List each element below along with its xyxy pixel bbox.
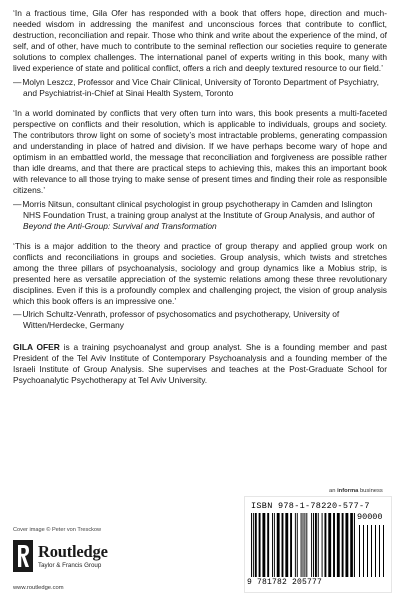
barcode-bar <box>350 513 352 577</box>
barcode-bar <box>313 513 314 577</box>
barcode-bar <box>274 513 275 577</box>
author-name: GILA OFER <box>13 341 60 352</box>
author-bio-text: is a training psychoanalyst and group analyst. She is a founding member and past President of the Tel Aviv Institute of Contemporary Psychoanalysis and a founding member of the Israeli Institute of Group Analysis. She supervises and teaches at the Post-Graduate School for Psychoanalytic Psychotherapy at Tel Aviv University. <box>13 341 387 385</box>
addon-bar <box>379 525 380 577</box>
barcode-bar <box>290 513 292 577</box>
barcode-bar <box>333 513 335 577</box>
barcode-bar <box>354 513 355 577</box>
cover-image-credit: Cover image © Peter von Tresckow <box>13 527 102 533</box>
endorsement-quote-1: ‘In a fractious time, Gila Ofer has responded with a book that offers hope, direction and much-needed wisdom in addressing the manifest and unconscious forces that contribute to conflict, destruction, reconciliation and repair. Those who think and write about the experience of the mind, of self, and of other, have much to contribute to the seminal reflection our societies require to generate solutions to complex challenges. The international panel of experts writing in this book, many with lived experience of state and political conflict, offers a rich and deeply textured resource to our field.’ <box>13 8 387 74</box>
barcode-bar <box>337 513 340 577</box>
barcode-bar <box>352 513 353 577</box>
publisher-group: Taylor & Francis Group <box>38 562 102 569</box>
informa-prefix: an <box>329 488 338 494</box>
barcode-bar <box>282 513 284 577</box>
barcode-bar <box>262 513 265 577</box>
addon-bar <box>383 525 384 577</box>
barcode-bar <box>315 513 317 577</box>
book-title: Beyond the Anti-Group: Survival and Transformation <box>23 220 217 231</box>
barcode-digits: 9 781782 205777 <box>247 578 323 587</box>
informa-brand: informa <box>337 488 359 494</box>
barcode-bar <box>345 513 348 577</box>
addon-bar <box>363 525 364 577</box>
barcode-bar <box>301 513 302 577</box>
barcode-bar <box>251 513 252 577</box>
back-cover-text <box>13 8 387 386</box>
informa-suffix: business <box>358 488 383 494</box>
barcode-bar <box>277 513 280 577</box>
barcode-bar <box>253 513 254 577</box>
publisher-name: Routledge <box>38 542 108 561</box>
publisher-website: www.routledge.com <box>13 585 64 591</box>
isbn-barcode <box>244 496 392 593</box>
barcode-bar <box>255 513 257 577</box>
price-code: 90000 <box>357 512 383 522</box>
author-bio <box>13 342 387 386</box>
attribution-text: Morris Nitsun, consultant clinical psychologist in group psychotherapy in Camden and Islington NHS Foundation Trust, a training group analyst at the Institute of Group Analysis, and author of <box>22 198 375 220</box>
barcode-bars <box>251 513 387 577</box>
addon-bar <box>367 525 368 577</box>
barcode-bar <box>303 513 304 577</box>
barcode-bar <box>267 513 269 577</box>
informa-business-tag <box>329 488 383 494</box>
endorsement-quote-2: ‘In a world dominated by conflicts that very often turn into wars, this book presents a multi-faceted perspective on conflicts and their resolution, which is applicable to individuals, groups and society. The contributors throw light on some of society’s most intractable problems, generating compassion and understanding in place of hatred and division. If we have perhaps become wary of hope and optimism in an embattled world, the message that reconciliation and forgiveness are possible rather than idle dreams, and that there are practical steps to achieving this, makes this an important book with relevance to all those trying to make sense of present times and finding their role as responsible citizens.’ <box>13 107 387 196</box>
barcode-bar <box>272 513 273 577</box>
barcode-bar <box>295 513 296 577</box>
barcode-bar <box>259 513 261 577</box>
attribution-text: Molyn Leszcz, Professor and Vice Chair Clinical, University of Toronto Department of Psychiatry, and Psychiatrist-in-Chief at Sinai Health System, Toronto <box>22 76 379 98</box>
barcode-bar <box>324 513 326 577</box>
routledge-r-icon <box>13 540 33 572</box>
barcode-bar <box>285 513 288 577</box>
addon-bar <box>375 525 376 577</box>
barcode-bar <box>328 513 331 577</box>
barcode-bar <box>306 513 307 577</box>
routledge-logo <box>13 540 123 580</box>
barcode-bar <box>322 513 323 577</box>
endorsement-attribution-3: —Ulrich Schultz-Venrath, professor of psychosomatics and psychotherapy, University of Witten/Herdecke, Germany <box>13 309 340 331</box>
barcode-bar <box>304 513 305 577</box>
addon-bar <box>371 525 372 577</box>
barcode-bar <box>318 513 319 577</box>
endorsement-attribution-1: —Molyn Leszcz, Professor and Vice Chair Clinical, University of Toronto Department of Psychiatry, and Psychiatrist-in-Chief at Sinai Health System, Toronto <box>13 76 379 98</box>
endorsement-quote-3: ‘This is a major addition to the theory and practice of group therapy and applied group work on conflicts and reconciliations in groups and societies. Group analysis, which twists and stretches among the three pillars of psychoanalysis, sociology and group dynamics like a Mobius strip, is presented here as versatile appreciation of the systemic relations among these three revolutionary disciplines. Even if this is a profoundly complex and challenging project, the vision of group analysis which this book offers is an impressive one.’ <box>13 240 387 307</box>
barcode-bar <box>342 513 344 577</box>
endorsement-attribution-2: —Morris Nitsun, consultant clinical psychologist in group psychotherapy in Camden and Islington NHS Foundation Trust, a training group analyst at the Institute of Group Analysis, and author of Beyond the Anti-Group: Survival and Transformation <box>13 198 375 231</box>
barcode-bar <box>311 513 312 577</box>
attribution-text: Ulrich Schultz-Venrath, professor of psychosomatics and psychotherapy, University of Witten/Herdecke, Germany <box>22 309 340 331</box>
addon-bar <box>359 525 360 577</box>
isbn-label: ISBN 978-1-78220-577-7 <box>251 501 370 511</box>
barcode-bar <box>297 513 298 577</box>
